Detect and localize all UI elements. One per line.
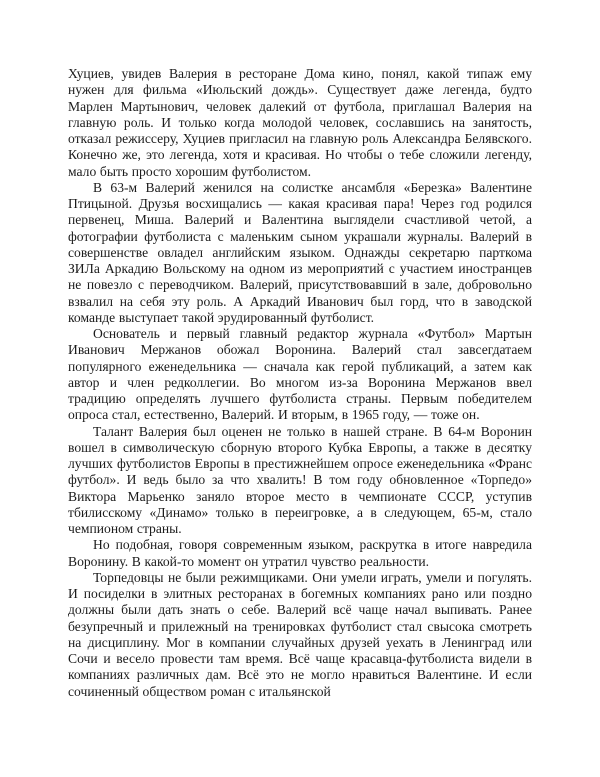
paragraph: Основатель и первый главный редактор журнала «Футбол» Мартын Иванович Мержанов обожал Воронина. Валерий стал завсегдатаем популярного еженедельника — сначала как герой публикаций, а затем как автор и член редколлегии. Во многом из-за Воронина Мержанов ввел традицию определять лучшего футболиста страны. Первым победителем опроса стал, естественно, Валерий. И вторым, в 1965 году, — тоже он. xyxy=(68,326,532,423)
paragraph: В 63-м Валерий женился на солистке ансамбля «Березка» Валентине Птицыной. Друзья восхищались — какая красивая пара! Через год родился первенец, Миша. Валерий и Валентина выглядели счастливой четой, а фотографии футболиста с маленьким сыном украшали журналы. Валерий в совершенстве овладел английским языком. Однажды секретарю парткома ЗИЛа Аркадию Вольскому на одном из мероприятий с участием иностранцев не повезло с переводчиком. Валерий, присутствовавший в зале, добровольно взвалил на себя эту роль. А Аркадий Иванович был горд, что в заводской команде выступает такой эрудированный футболист. xyxy=(68,179,532,325)
paragraph: Но подобная, говоря современным языком, раскрутка в итоге навредила Воронину. В какой-то момент он утратил чувство реальности. xyxy=(68,537,532,569)
paragraph: Хуциев, увидев Валерия в ресторане Дома кино, понял, какой типаж ему нужен для фильма «Июльский дождь». Существует даже легенда, будто Марлен Мартынович, человек далекий от футбола, приглашал Валерия на главную роль. И только когда молодой человек, сославшись на занятость, отказал режиссеру, Хуциев пригласил на главную роль Александра Белявского. Конечно же, это легенда, хотя и красивая. Но чтобы о тебе сложили легенду, мало быть просто хорошим футболистом. xyxy=(68,66,532,179)
page-text-block xyxy=(68,66,532,700)
paragraph: Торпедовцы не были режимщиками. Они умели играть, умели и погулять. И посиделки в элитных ресторанах в богемных компаниях рано или поздно должны были дать знать о себе. Валерий всё чаще начал выпивать. Ранее безупречный и прилежный на тренировках футболист стал свысока смотреть на дисциплину. Мог в компании случайных друзей уехать в Ленинград или Сочи и весело провести там время. Всё чаще красавца-футболиста видели в компаниях различных дам. Всё это не могло нравиться Валентине. И если сочиненный обществом роман с итальянской xyxy=(68,569,532,699)
paragraph: Талант Валерия был оценен не только в нашей стране. В 64-м Воронин вошел в символическую сборную второго Кубка Европы, а также в десятку лучших футболистов Европы в престижнейшем опросе еженедельника «Франс футбол». И ведь было за что хвалить! В том году обновленное «Торпедо» Виктора Марьенко заняло второе место в чемпионате СССР, уступив тбилисскому «Динамо» только в переигровке, а в следующем, 65-м, стало чемпионом страны. xyxy=(68,423,532,536)
